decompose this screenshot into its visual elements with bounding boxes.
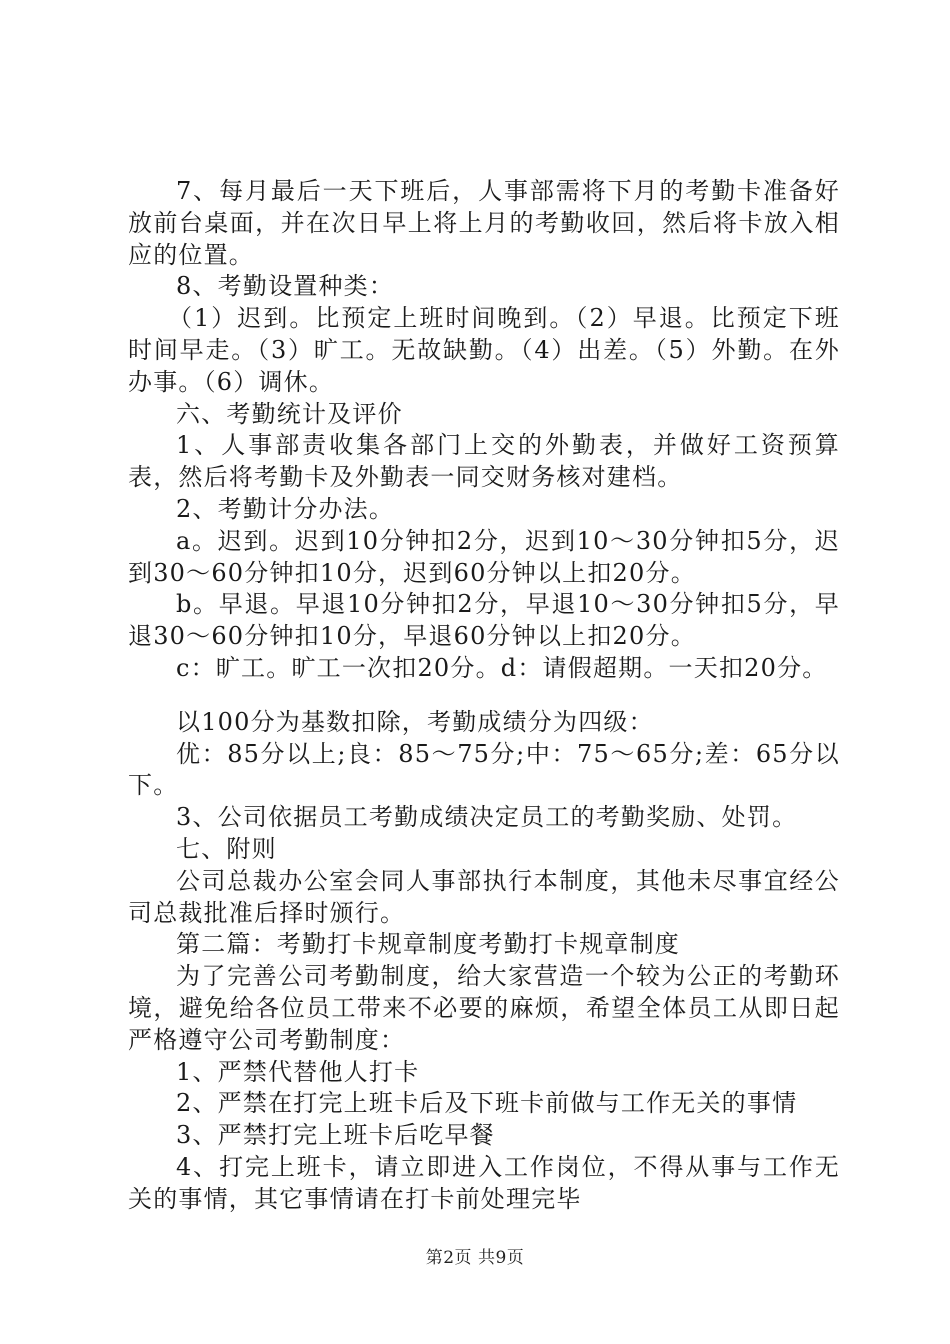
page-footer xyxy=(0,1243,950,1268)
paragraph-absence-rules: c：旷工。旷工一次扣20分。d：请假超期。一天扣20分。 xyxy=(176,653,828,682)
section-heading-statistics: 六、考勤统计及评价 xyxy=(176,399,403,428)
paragraph-intro-part-two: 为了完善公司考勤制度，给大家营造一个较为公正的考勤环境，避免给各位员工带来不必要的麻烦，希望全体员工从即日起严格遵守公司考勤制度： xyxy=(128,962,840,1054)
rule-item-4: 4、打完上班卡，请立即进入工作岗位，不得从事与工作无关的事情，其它事情请在打卡前处理完毕 xyxy=(128,1152,840,1213)
paragraph-8-attendance-types-heading: 8、考勤设置种类： xyxy=(176,272,395,301)
document-body xyxy=(128,176,840,1216)
paragraph-attendance-types-list: （1）迟到。比预定上班时间晚到。（2）早退。比预定下班时间早走。（3）旷工。无故缺勤。（4）出差。（5）外勤。在外办事。（6）调休。 xyxy=(128,304,840,396)
rule-item-1: 1、严禁代替他人打卡 xyxy=(176,1057,420,1086)
paragraph-base-score: 以100分为基数扣除，考勤成绩分为四级： xyxy=(176,707,654,736)
paragraph-rewards-penalties: 3、公司依据员工考勤成绩决定员工的考勤奖励、处罚。 xyxy=(176,803,798,832)
page-number-label: 第2页 共9页 xyxy=(425,1248,525,1268)
paragraph-appendix-text: 公司总裁办公室会同人事部执行本制度，其他未尽事宜经公司总裁批准后择时颁行。 xyxy=(128,866,840,927)
blank-line xyxy=(128,685,840,707)
rule-item-3: 3、严禁打完上班卡后吃早餐 xyxy=(176,1121,495,1150)
chapter-heading-part-two: 第二篇：考勤打卡规章制度考勤打卡规章制度 xyxy=(176,930,680,959)
section-heading-appendix: 七、附则 xyxy=(176,834,277,863)
paragraph-hr-collection: 1、人事部责收集各部门上交的外勤表，并做好工资预算表，然后将考勤卡及外勤表一同交财务核对建档。 xyxy=(128,431,840,492)
paragraph-late-rules: a。迟到。迟到10分钟扣2分，迟到10～30分钟扣5分，迟到30～60分钟扣10分，迟到60分钟以上扣20分。 xyxy=(128,526,840,587)
paragraph-early-leave-rules: b。早退。早退10分钟扣2分，早退10～30分钟扣5分，早退30～60分钟扣10分，早退60分钟以上扣20分。 xyxy=(128,590,840,651)
paragraph-7-attendance-card-prep: 7、每月最后一天下班后，人事部需将下月的考勤卡准备好放前台桌面，并在次日早上将上月的考勤收回，然后将卡放入相应的位置。 xyxy=(128,177,840,269)
paragraph-scoring-method: 2、考勤计分办法。 xyxy=(176,494,395,523)
paragraph-grade-levels: 优：85分以上;良：85～75分;中：75～65分;差：65分以下。 xyxy=(128,739,840,800)
rule-item-2: 2、严禁在打完上班卡后及下班卡前做与工作无关的事情 xyxy=(176,1089,798,1118)
